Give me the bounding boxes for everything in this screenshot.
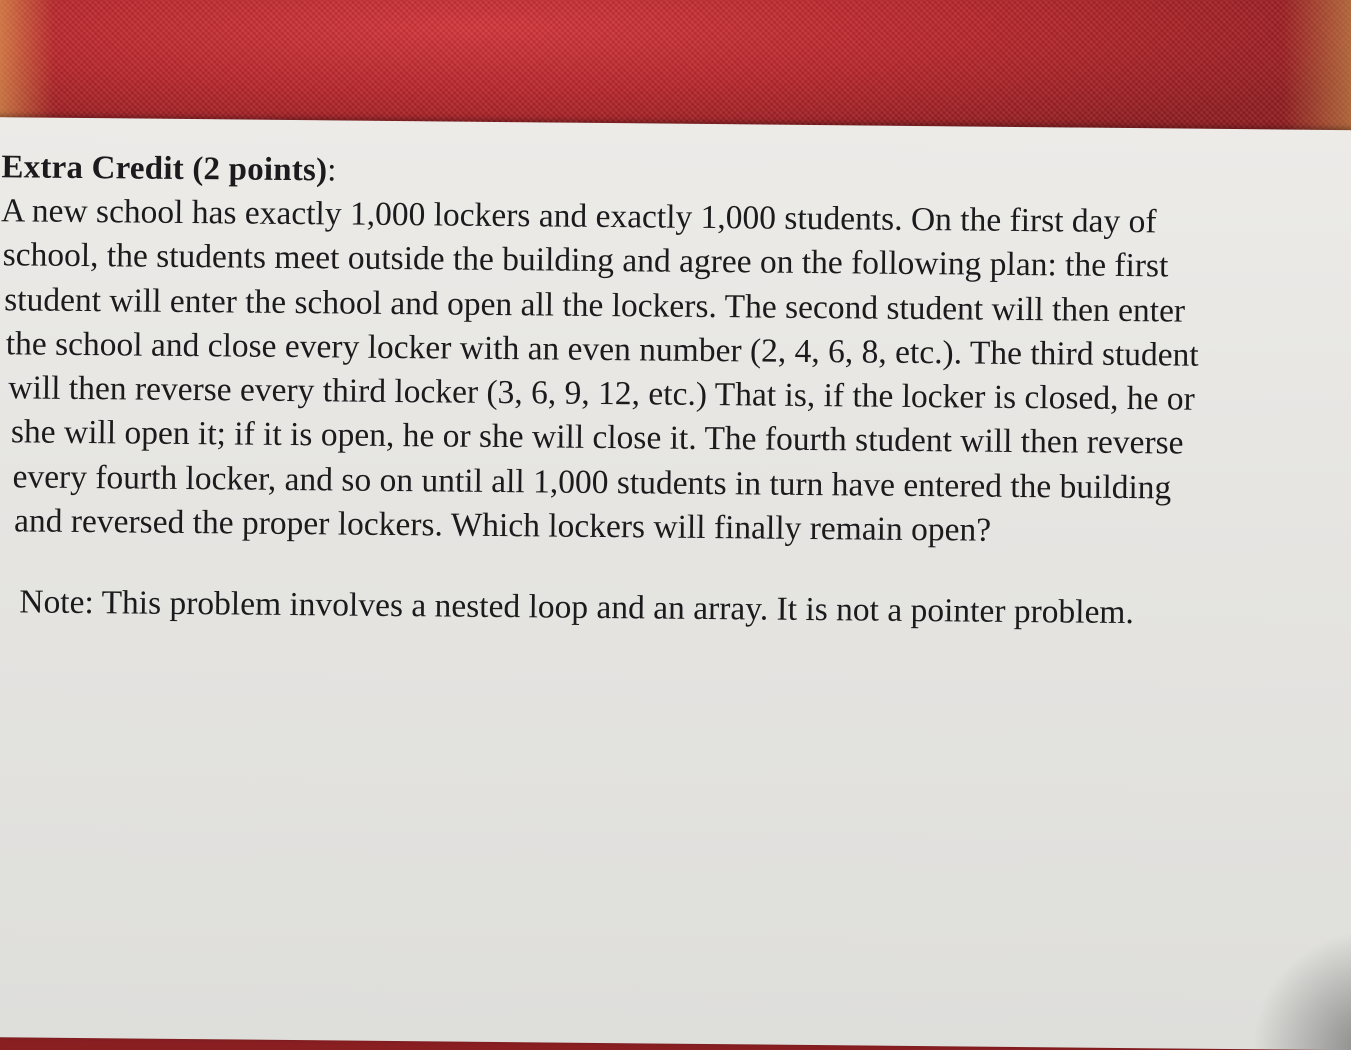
- heading-colon: :: [327, 152, 337, 189]
- paragraph-line: and reversed the proper lockers. Which lockers will finally remain open?: [13, 502, 992, 549]
- problem-paragraph: [0, 189, 1346, 556]
- heading-text: Extra Credit (2 points): [1, 149, 328, 189]
- paragraph-line: A new school has exactly 1,000 lockers and exactly 1,000 students. On the first day of: [0, 192, 1157, 241]
- paragraph-line: will then reverse every third locker (3, 6, 9, 12, etc.) That is, if the locker is closed, he or: [8, 369, 1195, 418]
- paragraph-line: student will enter the school and open all the lockers. The second student will then enter: [4, 280, 1186, 330]
- paragraph-line: the school and close every locker with an even number (2, 4, 6, 8, etc.). The third student: [5, 325, 1199, 374]
- corner-shadow: [1251, 929, 1351, 1050]
- paragraph-line: school, the students meet outside the building and agree on the following plan: the first: [2, 236, 1169, 285]
- problem-text: [0, 145, 1347, 671]
- paper-sheet: [0, 117, 1351, 1050]
- note-text: Note: This problem involves a nested loop and an array. It is not a pointer problem.: [19, 583, 1135, 632]
- paragraph-line: every fourth locker, and so on until all 1,000 students in turn have entered the building: [12, 458, 1172, 507]
- paragraph-line: she will open it; if it is open, he or she will close it. The fourth student will then reverse: [10, 413, 1184, 463]
